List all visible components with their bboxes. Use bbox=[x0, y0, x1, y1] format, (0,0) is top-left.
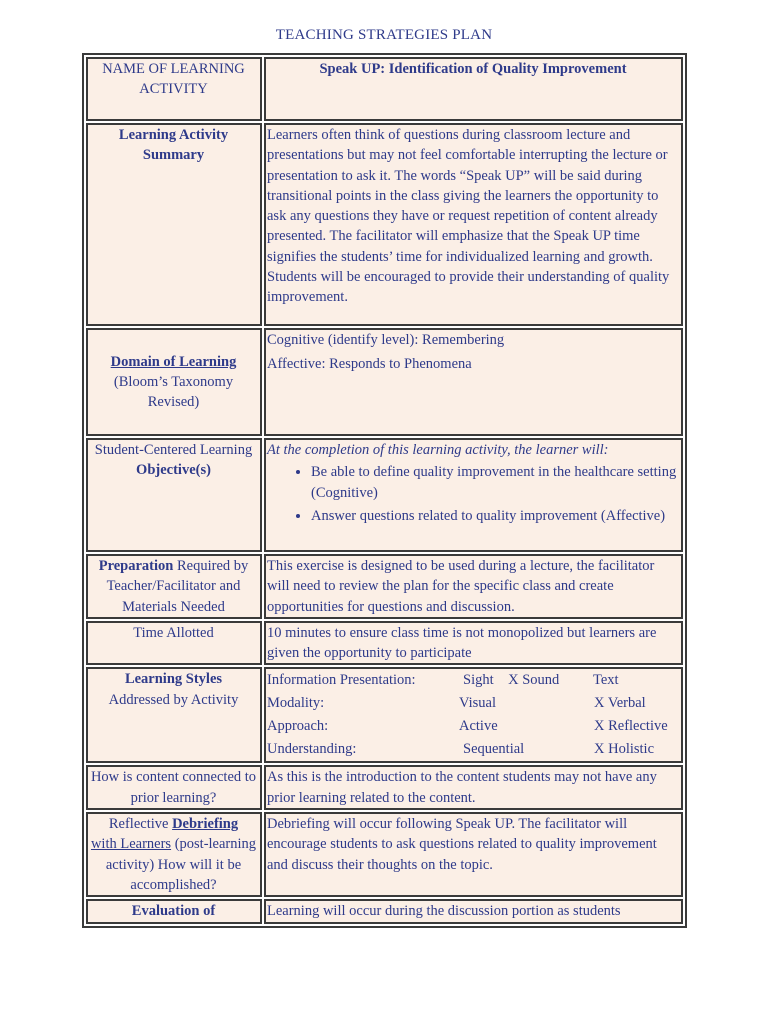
debrief-label-underline: with Learners bbox=[90, 836, 172, 853]
evaluation-text: Learning will occur during the discussion portion as students bbox=[264, 899, 683, 923]
table-row bbox=[86, 57, 683, 121]
table-row bbox=[86, 621, 683, 666]
table-row bbox=[86, 765, 683, 810]
styles-row-modality bbox=[267, 692, 679, 715]
preparation-text: This exercise is designed to be used during a lecture, the facilitator will need to review the plan for the specific class and create opportunities for questions and discussion. bbox=[264, 554, 683, 619]
preparation-label-rest: Required by Teacher/Facilitator and Materials Needed bbox=[106, 558, 249, 615]
styles-row-option-a: Sequential bbox=[463, 741, 525, 758]
styles-row-option-b: X Reflective bbox=[594, 718, 668, 735]
styles-row-label: Modality: bbox=[267, 695, 325, 712]
summary-label-text: Learning Activity Summary bbox=[118, 127, 229, 164]
objectives-list bbox=[267, 462, 679, 526]
objectives-label-bold: Objective(s) bbox=[136, 462, 211, 479]
debrief-text: Debriefing will occur following Speak UP. The facilitator will encourage students to ask questions related to quality improvement and discuss their thoughts on the topic. bbox=[264, 812, 683, 897]
domain-value bbox=[264, 328, 683, 436]
time-label: Time Allotted bbox=[86, 621, 262, 666]
objectives-intro: At the completion of this learning activity, the learner will: bbox=[267, 442, 609, 458]
domain-line-affective: Affective: Responds to Phenomena bbox=[267, 356, 472, 373]
styles-row-option-a: Active bbox=[459, 718, 498, 735]
styles-row-label: Approach: bbox=[267, 718, 329, 735]
preparation-label-bold: Preparation bbox=[98, 558, 174, 574]
debrief-label-pre: Reflective bbox=[108, 816, 173, 833]
table-row bbox=[86, 123, 683, 326]
styles-row-option-b: Text bbox=[593, 672, 619, 689]
styles-value bbox=[264, 667, 683, 763]
summary-text: Learners often think of questions during classroom lecture and presentations but may not feel comfortable interrupting the lecture or presentation to ask it. The words “Speak UP” will be said during transitional points in the class giving the learners the opportunity to ask any questions they have or request repetition of content already presented. The facilitator will emphasize that the Speak UP time signifies the students’ time for individualized learning and growth. Students will be encouraged to provide their understanding of quality improvement. bbox=[264, 123, 683, 326]
styles-row-presentation bbox=[267, 669, 679, 692]
preparation-label bbox=[86, 554, 262, 619]
table-row bbox=[86, 328, 683, 436]
evaluation-label bbox=[86, 899, 262, 923]
styles-row-label: Understanding: bbox=[267, 741, 357, 758]
prior-text: As this is the introduction to the content students may not have any prior learning related to the content. bbox=[264, 765, 683, 810]
styles-label bbox=[86, 667, 262, 763]
strategies-table bbox=[82, 53, 687, 928]
prior-label: How is content connected to prior learning? bbox=[86, 765, 262, 810]
list-item: • Be able to define quality improvement in the healthcare setting (Cognitive) bbox=[311, 462, 679, 503]
debrief-label bbox=[86, 812, 262, 897]
styles-label-sub: Addressed by Activity bbox=[108, 691, 239, 708]
styles-row-option-a: Visual bbox=[459, 695, 496, 712]
table-row bbox=[86, 667, 683, 763]
list-item: • Answer questions related to quality improvement (Affective) bbox=[311, 506, 679, 526]
objectives-label bbox=[86, 438, 262, 552]
table-row bbox=[86, 438, 683, 552]
activity-name-label: NAME OF LEARNING ACTIVITY bbox=[86, 57, 262, 121]
debrief-label-rest: (post-learning activity) How will it be accomplished? bbox=[105, 836, 257, 893]
styles-row-option-b: X Verbal bbox=[594, 695, 646, 712]
domain-label-sub: (Bloom’s Taxonomy Revised) bbox=[113, 373, 234, 411]
evaluation-label-text: Evaluation of bbox=[131, 903, 216, 920]
styles-row-understanding bbox=[267, 738, 679, 761]
table-row bbox=[86, 812, 683, 897]
summary-label bbox=[86, 123, 262, 326]
objectives-value bbox=[264, 438, 683, 552]
document-title: TEACHING STRATEGIES PLAN bbox=[275, 27, 493, 43]
domain-line-cognitive: Cognitive (identify level): Remembering bbox=[267, 332, 505, 348]
styles-row-option-b: X Holistic bbox=[594, 741, 655, 758]
domain-label bbox=[86, 328, 262, 436]
time-text: 10 minutes to ensure class time is not monopolized but learners are given the opportunity to participate bbox=[264, 621, 683, 666]
table-row bbox=[86, 554, 683, 619]
debrief-label-bold: Debriefing bbox=[172, 816, 239, 833]
styles-row-option-a: Sight X Sound bbox=[463, 672, 560, 689]
activity-name-value: Speak UP: Identification of Quality Improvement bbox=[264, 57, 683, 121]
styles-row-label: Information Presentation: bbox=[267, 672, 416, 689]
styles-label-bold: Learning Styles bbox=[124, 671, 223, 688]
table-row bbox=[86, 899, 683, 923]
objectives-label-pre: Student-Centered Learning bbox=[94, 442, 253, 458]
styles-row-approach bbox=[267, 715, 679, 738]
domain-label-bold: Domain of Learning bbox=[110, 353, 237, 370]
